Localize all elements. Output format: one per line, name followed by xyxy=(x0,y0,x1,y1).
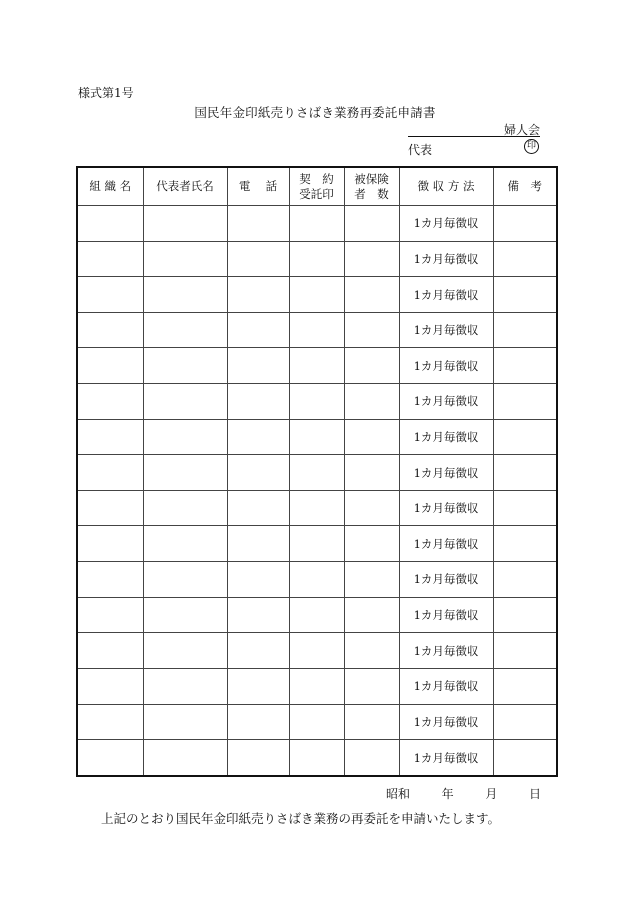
representative-cell xyxy=(143,206,227,242)
collection-method-cell: 1カ月毎徴収 xyxy=(399,704,493,740)
insured-count-cell xyxy=(344,633,399,669)
contract-seal-cell xyxy=(289,348,344,384)
representative-cell xyxy=(143,740,227,776)
table-header-row xyxy=(77,167,557,206)
phone-cell xyxy=(227,277,289,313)
contract-seal-cell xyxy=(289,455,344,491)
representative-cell xyxy=(143,633,227,669)
form-number: 様式第1号 xyxy=(78,86,134,100)
contract-seal-cell xyxy=(289,526,344,562)
representative-cell xyxy=(143,312,227,348)
table-row xyxy=(77,419,557,455)
collection-method-cell: 1カ月毎徴収 xyxy=(399,348,493,384)
column-header-insured-count-line1: 被保険 xyxy=(354,171,389,186)
remarks-cell xyxy=(493,562,557,598)
table-row xyxy=(77,206,557,242)
organization-cell xyxy=(77,206,143,242)
remarks-cell xyxy=(493,419,557,455)
association-name: 婦人会 xyxy=(503,123,540,137)
column-header-insured-count-line2: 者 数 xyxy=(354,186,389,201)
column-header-phone: 電 話 xyxy=(227,167,289,206)
representative-cell xyxy=(143,419,227,455)
contract-seal-cell xyxy=(289,490,344,526)
contract-seal-cell xyxy=(289,384,344,420)
table-row xyxy=(77,704,557,740)
insured-count-cell xyxy=(344,419,399,455)
phone-cell xyxy=(227,455,289,491)
contract-seal-cell xyxy=(289,597,344,633)
contract-seal-cell xyxy=(289,241,344,277)
table-row xyxy=(77,241,557,277)
table-row xyxy=(77,348,557,384)
association-name-line xyxy=(408,121,540,137)
table-row xyxy=(77,277,557,313)
organization-cell xyxy=(77,633,143,669)
phone-cell xyxy=(227,490,289,526)
remarks-cell xyxy=(493,633,557,669)
collection-method-cell: 1カ月毎徴収 xyxy=(399,668,493,704)
collection-method-cell: 1カ月毎徴収 xyxy=(399,740,493,776)
table-row xyxy=(77,668,557,704)
representative-cell xyxy=(143,455,227,491)
remarks-cell xyxy=(493,597,557,633)
representative-cell xyxy=(143,704,227,740)
representative-cell xyxy=(143,597,227,633)
insured-count-cell xyxy=(344,312,399,348)
representative-cell xyxy=(143,562,227,598)
collection-method-cell: 1カ月毎徴収 xyxy=(399,526,493,562)
organization-cell xyxy=(77,668,143,704)
insured-count-cell xyxy=(344,597,399,633)
organization-cell xyxy=(77,384,143,420)
insured-count-cell xyxy=(344,740,399,776)
collection-method-cell: 1カ月毎徴収 xyxy=(399,633,493,669)
organization-cell xyxy=(77,562,143,598)
table-row xyxy=(77,384,557,420)
collection-method-cell: 1カ月毎徴収 xyxy=(399,562,493,598)
table-row xyxy=(77,490,557,526)
collection-method-cell: 1カ月毎徴収 xyxy=(399,455,493,491)
phone-cell xyxy=(227,668,289,704)
contract-seal-cell xyxy=(289,277,344,313)
representative-label: 代表 xyxy=(408,143,433,157)
collection-method-cell: 1カ月毎徴収 xyxy=(399,419,493,455)
table-row xyxy=(77,562,557,598)
contract-seal-cell xyxy=(289,668,344,704)
table-row xyxy=(77,455,557,491)
phone-cell xyxy=(227,597,289,633)
column-header-collection-method: 徴 収 方 法 xyxy=(399,167,493,206)
collection-method-cell: 1カ月毎徴収 xyxy=(399,384,493,420)
representative-cell xyxy=(143,668,227,704)
remarks-cell xyxy=(493,490,557,526)
date-year-label: 年 xyxy=(441,787,454,801)
insured-count-cell xyxy=(344,241,399,277)
phone-cell xyxy=(227,419,289,455)
remarks-cell xyxy=(493,455,557,491)
contract-seal-cell xyxy=(289,419,344,455)
table-row xyxy=(77,740,557,776)
insured-count-cell xyxy=(344,348,399,384)
collection-method-cell: 1カ月毎徴収 xyxy=(399,241,493,277)
insured-count-cell xyxy=(344,455,399,491)
remarks-cell xyxy=(493,526,557,562)
insured-count-cell xyxy=(344,277,399,313)
insured-count-cell xyxy=(344,562,399,598)
table-row xyxy=(77,597,557,633)
closing-statement: 上記のとおり国民年金印紙売りさばき業務の再委託を申請いたします。 xyxy=(101,811,501,826)
collection-method-cell: 1カ月毎徴収 xyxy=(399,490,493,526)
remarks-cell xyxy=(493,348,557,384)
representative-cell xyxy=(143,384,227,420)
organization-cell xyxy=(77,277,143,313)
collection-method-cell: 1カ月毎徴収 xyxy=(399,277,493,313)
phone-cell xyxy=(227,526,289,562)
remarks-cell xyxy=(493,206,557,242)
representative-cell xyxy=(143,277,227,313)
column-header-insured-count xyxy=(344,167,399,206)
remarks-cell xyxy=(493,704,557,740)
table-body xyxy=(77,206,557,777)
organization-cell xyxy=(77,526,143,562)
representative-cell xyxy=(143,526,227,562)
representative-cell xyxy=(143,241,227,277)
column-header-contract-seal-line2: 受託印 xyxy=(299,186,334,201)
date-line xyxy=(386,785,541,802)
representative-cell xyxy=(143,490,227,526)
insured-count-cell xyxy=(344,526,399,562)
column-header-representative: 代表者氏名 xyxy=(143,167,227,206)
organization-cell xyxy=(77,597,143,633)
phone-cell xyxy=(227,384,289,420)
seal-icon: 印 xyxy=(524,139,539,154)
column-header-remarks: 備 考 xyxy=(493,167,557,206)
contract-seal-cell xyxy=(289,312,344,348)
organization-cell xyxy=(77,740,143,776)
collection-method-cell: 1カ月毎徴収 xyxy=(399,312,493,348)
contract-seal-cell xyxy=(289,206,344,242)
remarks-cell xyxy=(493,312,557,348)
phone-cell xyxy=(227,348,289,384)
phone-cell xyxy=(227,633,289,669)
remarks-cell xyxy=(493,668,557,704)
collection-method-cell: 1カ月毎徴収 xyxy=(399,597,493,633)
insured-count-cell xyxy=(344,704,399,740)
insured-count-cell xyxy=(344,490,399,526)
document-title: 国民年金印紙売りさばき業務再委託申請書 xyxy=(194,105,436,120)
table-row xyxy=(77,526,557,562)
date-month-label: 月 xyxy=(485,787,498,801)
phone-cell xyxy=(227,740,289,776)
organization-cell xyxy=(77,348,143,384)
remarks-cell xyxy=(493,740,557,776)
organization-cell xyxy=(77,419,143,455)
phone-cell xyxy=(227,562,289,598)
date-era: 昭和 xyxy=(386,787,411,801)
organization-cell xyxy=(77,241,143,277)
phone-cell xyxy=(227,241,289,277)
table-row xyxy=(77,633,557,669)
insured-count-cell xyxy=(344,206,399,242)
insured-count-cell xyxy=(344,384,399,420)
insured-count-cell xyxy=(344,668,399,704)
phone-cell xyxy=(227,206,289,242)
phone-cell xyxy=(227,704,289,740)
remarks-cell xyxy=(493,384,557,420)
remarks-cell xyxy=(493,277,557,313)
organization-cell xyxy=(77,455,143,491)
column-header-organization: 組 織 名 xyxy=(77,167,143,206)
phone-cell xyxy=(227,312,289,348)
contract-seal-cell xyxy=(289,740,344,776)
collection-method-cell: 1カ月毎徴収 xyxy=(399,206,493,242)
contract-seal-cell xyxy=(289,562,344,598)
date-day-label: 日 xyxy=(529,787,542,801)
organization-cell xyxy=(77,490,143,526)
column-header-contract-seal xyxy=(289,167,344,206)
representative-cell xyxy=(143,348,227,384)
application-table xyxy=(76,166,558,777)
table-row xyxy=(77,312,557,348)
column-header-contract-seal-line1: 契 約 xyxy=(299,171,334,186)
contract-seal-cell xyxy=(289,633,344,669)
contract-seal-cell xyxy=(289,704,344,740)
organization-cell xyxy=(77,704,143,740)
organization-cell xyxy=(77,312,143,348)
remarks-cell xyxy=(493,241,557,277)
